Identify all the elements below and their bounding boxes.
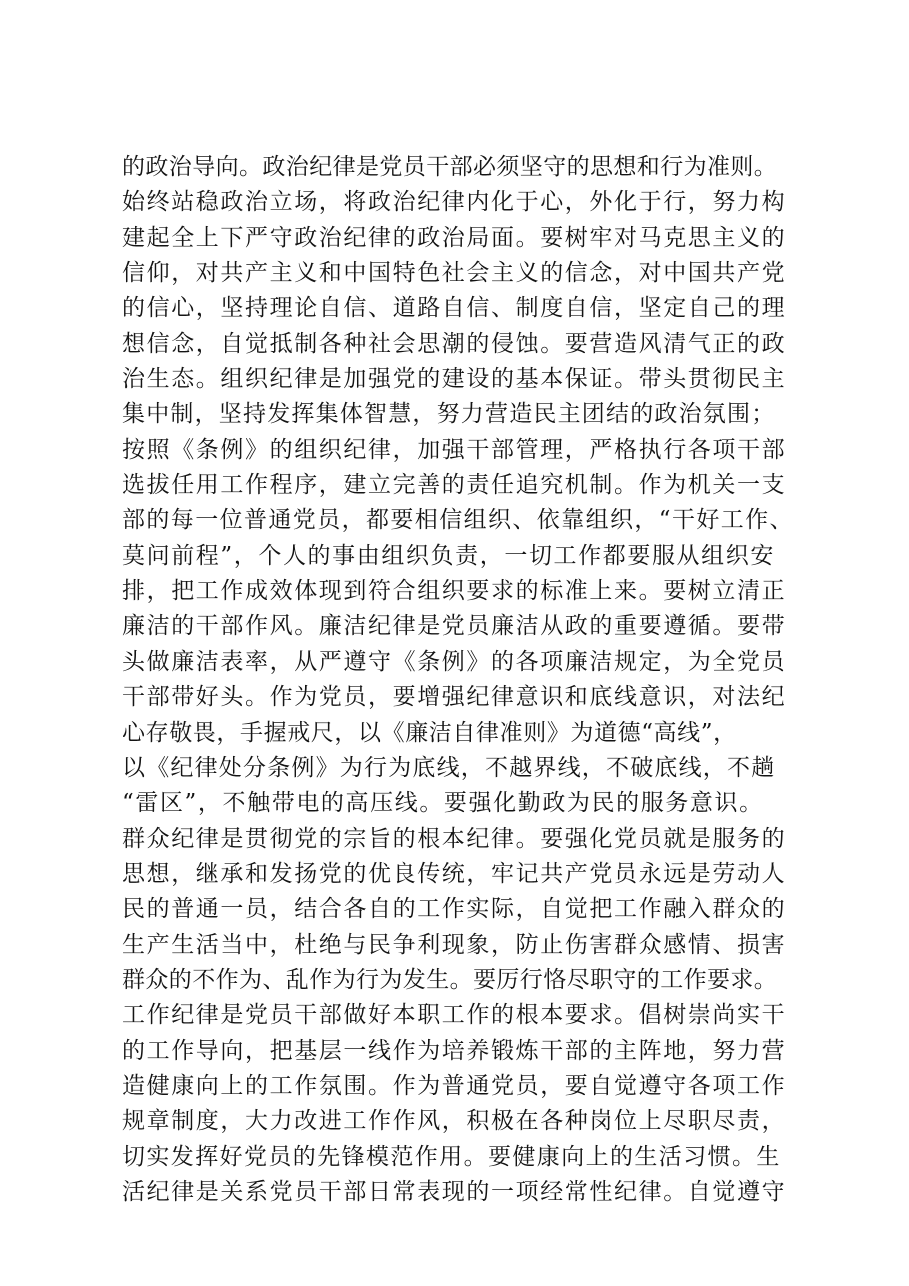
- text-line: 的政治导向。政治纪律是党员干部必须坚守的思想和行为准则。: [122, 154, 778, 180]
- text-line: 思想，继承和发扬党的优良传统，牢记共产党员永远是劳动人: [122, 860, 787, 887]
- text-line: 治生态。组织纪律是加强党的建设的基本保证。带头贯彻民主: [122, 366, 787, 393]
- text-line: 生产生活当中，杜绝与民争利现象，防止伤害群众感情、损害: [122, 931, 787, 958]
- text-line: 的工作导向，把基层一线作为培养锻炼干部的主阵地，努力营: [122, 1037, 787, 1064]
- text-line: 集中制，坚持发挥集体智慧，努力营造民主团结的政治氛围；: [122, 401, 776, 428]
- text-line: 廉洁的干部作风。廉洁纪律是党员廉洁从政的重要遵循。要带: [122, 613, 787, 640]
- text-line: “雷区”，不触带电的高压线。要强化勤政为民的服务意识。: [122, 790, 764, 817]
- text-line: 切实发挥好党员的先锋模范作用。要健康向上的生活习惯。生: [122, 1143, 781, 1170]
- text-line: 民的普通一员，结合各自的工作实际，自觉把工作融入群众的: [122, 896, 787, 923]
- body-paragraph: [122, 150, 822, 1210]
- text-line: 造健康向上的工作氛围。作为普通党员，要自觉遵守各项工作: [122, 1072, 787, 1099]
- text-line: 工作纪律是党员干部做好本职工作的根本要求。倡树崇尚实干: [122, 1002, 787, 1029]
- text-line: 头做廉洁表率，从严遵守《条例》的各项廉洁规定，为全党员: [122, 648, 787, 675]
- text-line: 莫问前程”，个人的事由组织负责，一切工作都要服从组织安: [122, 542, 775, 569]
- text-line: 建起全上下严守政治纪律的政治局面。要树牢对马克思主义的: [122, 224, 787, 251]
- text-line: 以《纪律处分条例》为行为底线，不越界线，不破底线，不趟: [122, 754, 776, 781]
- text-line: 规章制度，大力改进工作作风，积极在各种岗位上尽职尽责，: [122, 1108, 787, 1135]
- text-line: 心存敬畏，手握戒尺，以《廉洁自律准则》为道德“高线”，: [122, 719, 737, 746]
- text-line: 想信念，自觉抵制各种社会思潮的侵蚀。要营造风清气正的政: [122, 330, 787, 357]
- text-line: 始终站稳政治立场，将政治纪律内化于心，外化于行，努力构: [122, 189, 787, 216]
- text-line: 干部带好头。作为党员，要增强纪律意识和底线意识，对法纪: [122, 684, 787, 711]
- text-line: 群众纪律是贯彻党的宗旨的根本纪律。要强化党员就是服务的: [122, 825, 787, 852]
- text-line: 按照《条例》的组织纪律，加强干部管理，严格执行各项干部: [122, 436, 787, 463]
- text-line: 选拔任用工作程序，建立完善的责任追究机制。作为机关一支: [122, 472, 787, 499]
- text-line: 部的每一位普通党员，都要相信组织、依靠组织，“干好工作、: [122, 507, 794, 534]
- text-line: 信仰，对共产主义和中国特色社会主义的信念，对中国共产党: [122, 260, 787, 287]
- text-line: 排，把工作成效体现到符合组织要求的标准上来。要树立清正: [122, 578, 787, 605]
- text-line: 活纪律是关系党员干部日常表现的一项经常性纪律。自觉遵守: [122, 1178, 787, 1205]
- text-line: 的信心，坚持理论自信、道路自信、制度自信，坚定自己的理: [122, 295, 787, 322]
- text-line: 群众的不作为、乱作为行为发生。要厉行恪尽职守的工作要求。: [122, 966, 778, 993]
